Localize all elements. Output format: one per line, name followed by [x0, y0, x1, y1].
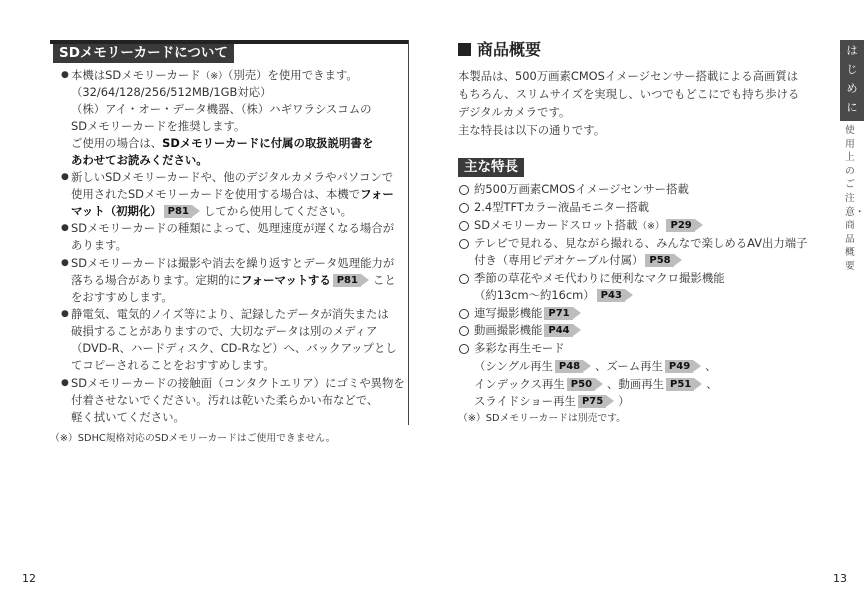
text-line: SDメモリーカードは撮影や消去を繰り返すとデータ処理能力が	[71, 256, 395, 270]
text-line: SDメモリーカードを推奨します。	[71, 119, 246, 133]
page-ref-link[interactable]: P75	[578, 395, 606, 408]
text-line: （32/64/128/256/512MB/1GB対応）	[71, 85, 272, 99]
text-line: 破損することがありますので、大切なデータは別のメディア	[71, 324, 378, 338]
page-number-right: 13	[833, 572, 847, 585]
intro-line: 主な特長は以下の通りです。	[458, 123, 606, 137]
text-line: 本機はSDメモリーカード（※）（別売）を使用できます。	[71, 68, 358, 82]
text-line: 新しいSDメモリーカードや、他のデジタルカメラやパソコンで	[71, 170, 394, 184]
feature-item: インデックス再生 P50 、動画再生 P51 、	[474, 377, 718, 391]
circle-bullet-icon	[459, 326, 469, 336]
column-divider	[408, 40, 409, 425]
feature-item: 季節の草花やメモ代わりに便利なマクロ撮影機能	[474, 271, 725, 285]
text-line: SDメモリーカードの接触面（コンタクトエリア）にゴミや異物を	[71, 376, 405, 390]
page-ref-link[interactable]: P29	[666, 219, 694, 232]
footnote: （※）SDHC規格対応のSDメモリーカードはご使用できません。	[50, 433, 336, 444]
features-heading: 主な特長	[458, 158, 524, 177]
bullet: ●	[61, 223, 69, 233]
feature-item: SDメモリーカードスロット搭載（※） P29	[474, 217, 707, 235]
intro-line: デジタルカメラです。	[458, 105, 571, 119]
square-icon	[458, 43, 471, 56]
page-title: 商品概要	[458, 40, 541, 60]
bullet: ●	[61, 70, 69, 80]
text-line: 付着させないでください。汚れは乾いた柔らかい布などで、	[71, 393, 379, 407]
bullet: ●	[61, 378, 69, 388]
circle-bullet-icon	[459, 344, 469, 354]
page-number-left: 12	[22, 572, 36, 585]
text-line: 落ちる場合があります。定期的にフォーマットする P81 こと	[71, 273, 396, 287]
chapter-tab[interactable]	[840, 40, 864, 121]
feature-item: （シングル再生 P48 、ズーム再生 P49 、	[474, 359, 717, 373]
text-line: （DVD-R、ハードディスク、CD-Rなど）へ、バックアップとし	[71, 341, 397, 355]
feature-item: 動画撮影機能 P44	[474, 322, 585, 339]
footnote: （※）SDメモリーカードは別売です。	[458, 413, 626, 424]
circle-bullet-icon	[459, 221, 469, 231]
circle-bullet-icon	[459, 239, 469, 249]
tab-char: に	[846, 101, 858, 114]
page-ref-link[interactable]: P71	[544, 307, 572, 320]
text-line: をおすすめします。	[71, 290, 173, 304]
page-ref-link[interactable]: P44	[544, 324, 572, 337]
text-line: SDメモリーカードの種類によって、処理速度が遅くなる場合が	[71, 221, 395, 235]
circle-bullet-icon	[459, 274, 469, 284]
page-ref-link[interactable]: P48	[555, 360, 583, 373]
intro-line: 本製品は、500万画素CMOSイメージセンサー搭載による高画質は	[458, 69, 799, 83]
text-line: 軽く拭いてください。	[71, 410, 185, 424]
text-line: 使用されたSDメモリーカードを使用する場合は、本機でフォー	[71, 187, 394, 201]
intro-line: もちろん、スリムサイズを実現し、いつでもどこにでも持ち歩ける	[458, 87, 800, 101]
text-line: ご使用の場合は、SDメモリーカードに付属の取扱説明書を	[71, 136, 374, 150]
page-ref-link[interactable]: P49	[665, 360, 693, 373]
page-ref-link[interactable]: P81	[164, 205, 192, 218]
text-line: 静電気、電気的ノイズ等により、記録したデータが消失または	[71, 307, 389, 321]
tab-char: め	[846, 82, 858, 95]
tab-char: は	[846, 44, 858, 57]
feature-item: スライドショー再生 P75 ）	[474, 394, 630, 408]
tab-char: じ	[846, 63, 858, 76]
feature-item: テレビで見れる、見ながら撮れる、みんなで楽しめるAV出力端子	[474, 236, 808, 250]
bullet: ●	[61, 172, 69, 182]
circle-bullet-icon	[459, 309, 469, 319]
text-line: あります。	[71, 238, 128, 252]
page-ref-link[interactable]: P51	[666, 378, 694, 391]
feature-item: 多彩な再生モード	[474, 341, 565, 355]
feature-item: 約500万画素CMOSイメージセンサー搭載	[474, 182, 689, 196]
circle-bullet-icon	[459, 185, 469, 195]
feature-item: 2.4型TFTカラー液晶モニター搭載	[474, 200, 650, 214]
text-line: てコピーされることをおすすめします。	[71, 358, 275, 372]
page-ref-link[interactable]: P50	[567, 378, 595, 391]
text-line: あわせてお読みください。	[71, 153, 208, 167]
text-line: マット（初期化） P81 してから使用してください。	[71, 204, 353, 218]
page-ref-link[interactable]: P81	[333, 274, 361, 287]
circle-bullet-icon	[459, 203, 469, 213]
section-title: SDメモリーカードについて	[53, 44, 234, 63]
bullet: ●	[61, 309, 69, 319]
text-line: （株）アイ・オー・データ機器、（株）ハギワラシスコムの	[71, 102, 372, 116]
page-ref-link[interactable]: P58	[645, 254, 673, 267]
section-header	[50, 40, 409, 64]
feature-item: 付き（専用ビデオケーブル付属） P58	[474, 252, 686, 269]
feature-item: 連写撮影機能 P71	[474, 305, 585, 322]
page-ref-link[interactable]: P43	[597, 289, 625, 302]
bullet: ●	[61, 258, 69, 268]
feature-item: （約13cm〜約16cm） P43	[474, 287, 637, 304]
chapter-side-label: 使用上のご注意・商品概要	[845, 125, 865, 272]
